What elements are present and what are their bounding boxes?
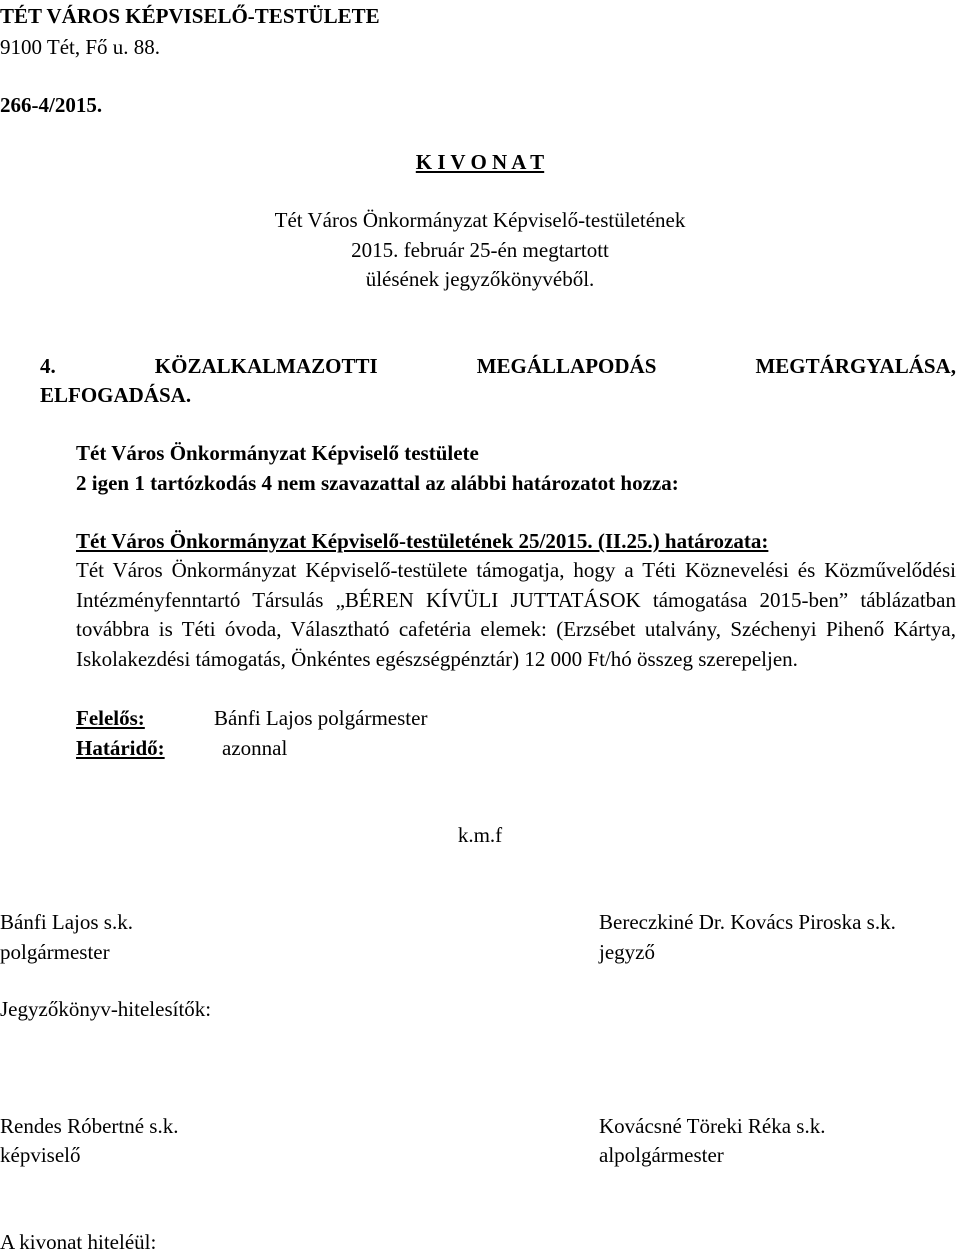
resolution-body: Tét Város Önkormányzat Képviselő-testülete támogatja, hogy a Téti Köznevelési és Közművelődési Intézményfenntartó Társulás „BÉREN KÍVÜLI JUTTATÁSOK támogatása 2015-ben” táblázatban továbbra is Téti óvoda, Választható cafetéria elemek: (Erzsébet utalvány, Széchenyi Pihenő Kártya, Iskolakezdési támogatás, Önkéntes egészségpénztár) 12 000 Ft/hó összeg szerepeljen. (76, 558, 956, 671)
vote-line-1: Tét Város Önkormányzat Képviselő testülete (76, 441, 479, 465)
authenticators-label: Jegyzőkönyv-hitelesítők: (0, 997, 212, 1021)
signature-right-1-role: jegyző (599, 940, 655, 964)
agenda-heading (40, 352, 956, 381)
agenda-word-2: MEGÁLLAPODÁS (476, 354, 657, 378)
signature-right-2-name: Kovácsné Töreki Réka s.k. (599, 1114, 826, 1138)
deadline-value: azonnal (222, 736, 288, 760)
responsible-row (76, 704, 145, 733)
deadline-row (76, 734, 165, 763)
resolution-title: Tét Város Önkormányzat Képviselő-testületének 25/2015. (II.25.) határozata: (76, 529, 769, 553)
agenda-word-3: MEGTÁRGYALÁSA, (755, 354, 956, 378)
signature-left-2-name: Rendes Róbertné s.k. (0, 1114, 179, 1138)
signature-left-1-name: Bánfi Lajos s.k. (0, 910, 133, 934)
signature-right-1-name: Bereczkiné Dr. Kovács Piroska s.k. (599, 910, 896, 934)
reference-number: 266-4/2015. (0, 93, 103, 117)
title-line-1: Tét Város Önkormányzat Képviselő-testületének (274, 208, 686, 232)
responsible-label: Felelős: (76, 706, 145, 730)
signature-right-2-role: alpolgármester (599, 1143, 724, 1167)
agenda-word-1: KÖZALKALMAZOTTI (154, 354, 378, 378)
signature-left-1-role: polgármester (0, 940, 110, 964)
title-line-2: 2015. február 25-én megtartott (351, 238, 609, 262)
address: 9100 Tét, Fő u. 88. (0, 35, 161, 59)
document-title: K I V O N A T (415, 150, 545, 174)
agenda-heading-line-2: ELFOGADÁSA. (40, 383, 192, 407)
certified-label: A kivonat hiteléül: (0, 1230, 157, 1254)
vote-line-2: 2 igen 1 tartózkodás 4 nem szavazattal az alábbi határozatot hozza: (76, 471, 679, 495)
kmf: k.m.f (457, 823, 503, 847)
signature-left-2-role: képviselő (0, 1143, 81, 1167)
deadline-label: Határidő: (76, 736, 165, 760)
agenda-number: 4. (40, 354, 56, 378)
title-line-3: ülésének jegyzőkönyvéből. (365, 267, 595, 291)
responsible-value: Bánfi Lajos polgármester (214, 706, 428, 730)
org-name: TÉT VÁROS KÉPVISELŐ-TESTÜLETE (0, 4, 380, 28)
